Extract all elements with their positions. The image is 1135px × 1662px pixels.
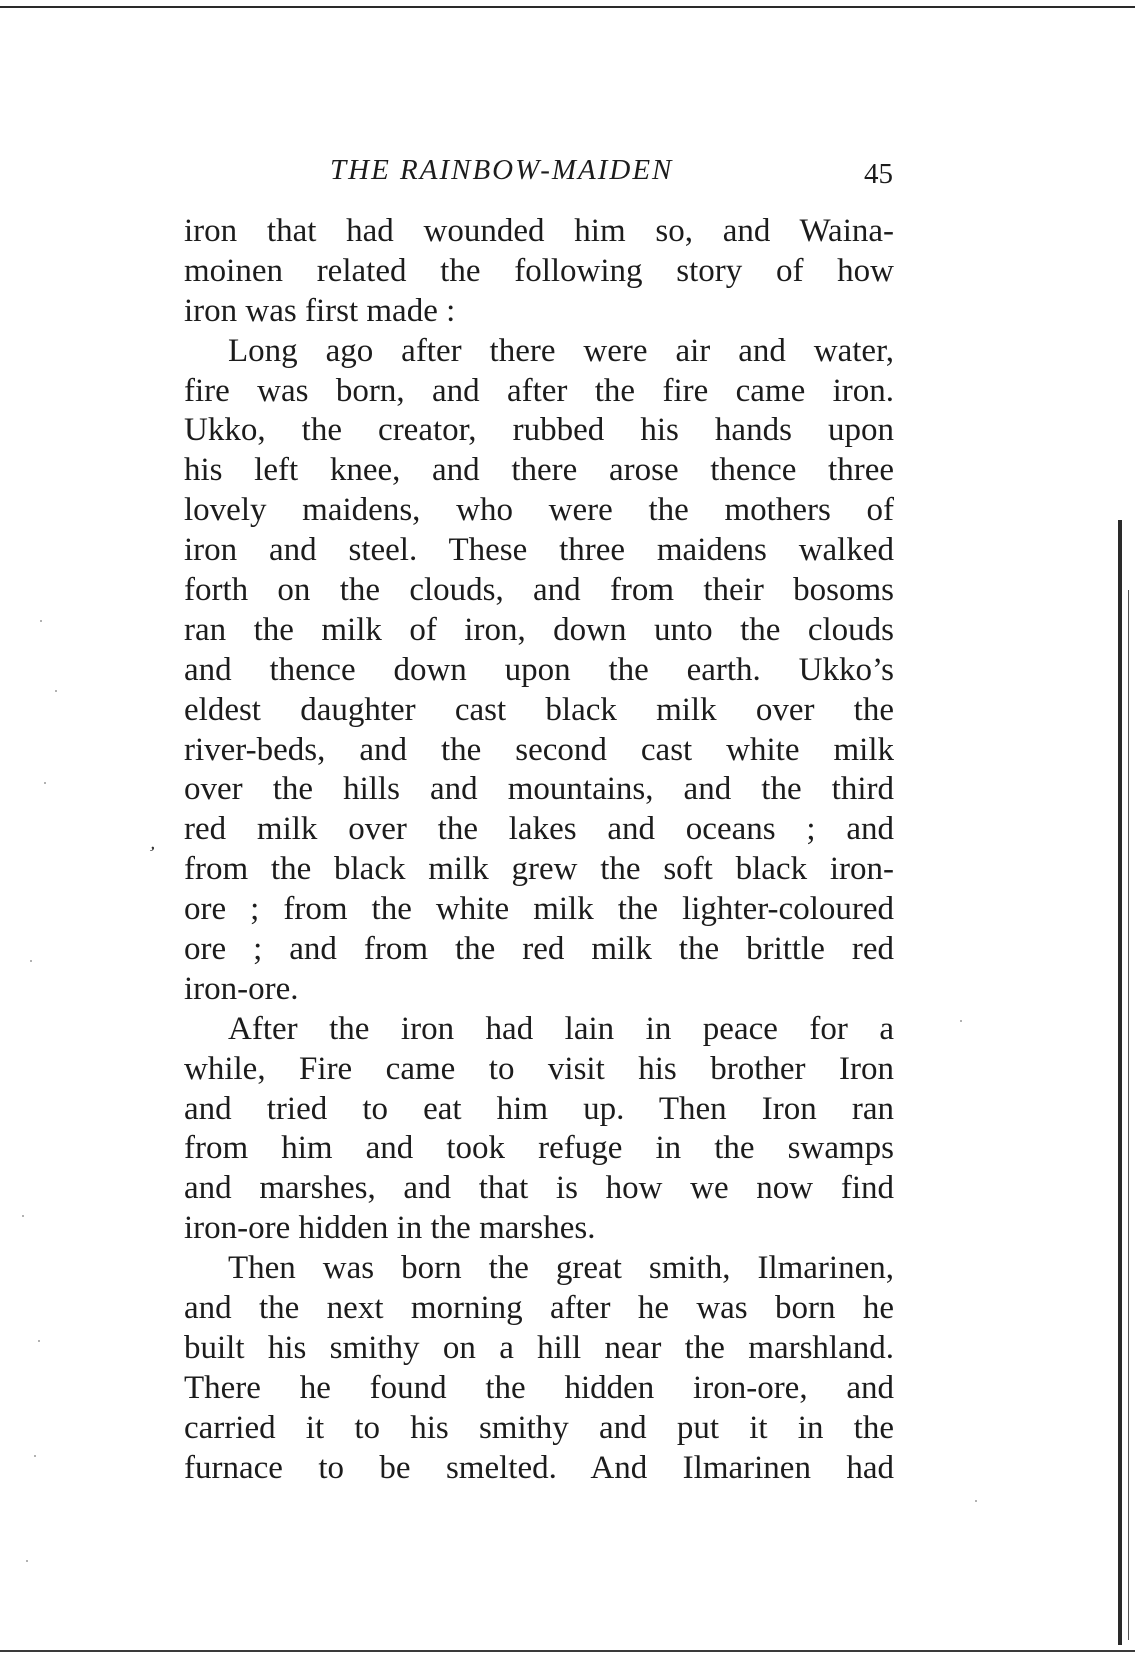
text-line: and tried to eat him up. Then Iron ran [184,1090,894,1127]
text-line: Ukko, the creator, rubbed his hands upon [184,412,894,449]
text-line: from the black milk grew the soft black iron- [184,851,894,888]
text-line: his left knee, and there arose thence three [184,452,894,489]
text-line: and thence down upon the earth. Ukko’s [184,651,894,688]
bottom-page-edge-rule [0,1650,1135,1652]
scan-speck [960,1020,962,1022]
scan-speck [26,1560,28,1562]
paragraph-start-line: Then was born the great smith, Ilmarinen, [228,1250,894,1287]
text-line: built his smithy on a hill near the marshland. [184,1329,894,1366]
paragraph-start-line: After the iron had lain in peace for a [228,1010,894,1047]
scan-speck [34,1455,36,1457]
text-line: and marshes, and that is how we now find [184,1170,894,1207]
right-page-edge-shadow [1128,590,1129,1640]
text-line: carried it to his smithy and put it in the [184,1409,894,1446]
text-line: ore ; and from the red milk the brittle red [184,931,894,968]
scan-speck [30,960,32,962]
right-page-edge [1118,520,1122,1645]
top-page-edge-rule [0,6,1135,8]
running-head: THE RAINBOW-MAIDEN [330,154,674,186]
text-line: river-beds, and the second cast white milk [184,731,894,768]
scan-speck [975,1500,977,1502]
text-line: ran the milk of iron, down unto the clouds [184,611,894,648]
text-line: iron and steel. These three maidens walked [184,532,894,569]
paragraph-start-line: Long ago after there were air and water, [228,332,894,369]
text-line: There he found the hidden iron-ore, and [184,1369,894,1406]
text-line: over the hills and mountains, and the third [184,771,894,808]
text-line: iron-ore hidden in the marshes. [184,1210,596,1247]
scan-speck [40,620,42,622]
text-line: forth on the clouds, and from their bosoms [184,572,894,609]
text-line: iron-ore. [184,970,299,1007]
text-line: from him and took refuge in the swamps [184,1130,894,1167]
margin-tick-mark: , [148,831,161,855]
scan-speck [44,782,46,784]
text-line: lovely maidens, who were the mothers of [184,492,894,529]
text-line: fire was born, and after the fire came iron. [184,372,894,409]
text-line: while, Fire came to visit his brother Iron [184,1050,894,1087]
scan-speck [22,1215,24,1217]
text-line: and the next morning after he was born he [184,1290,894,1327]
text-line: eldest daughter cast black milk over the [184,691,894,728]
page-number: 45 [864,158,893,190]
body-text [184,212,894,1489]
scan-speck [38,1340,40,1342]
text-line: red milk over the lakes and oceans ; and [184,811,894,848]
text-line: iron that had wounded him so, and Waina- [184,213,894,249]
text-line: ore ; from the white milk the lighter-coloured [184,891,894,928]
text-line: iron was first made : [184,292,456,329]
scan-speck [55,690,57,692]
text-line: moinen related the following story of how [184,252,894,289]
text-line: furnace to be smelted. And Ilmarinen had [184,1449,894,1486]
